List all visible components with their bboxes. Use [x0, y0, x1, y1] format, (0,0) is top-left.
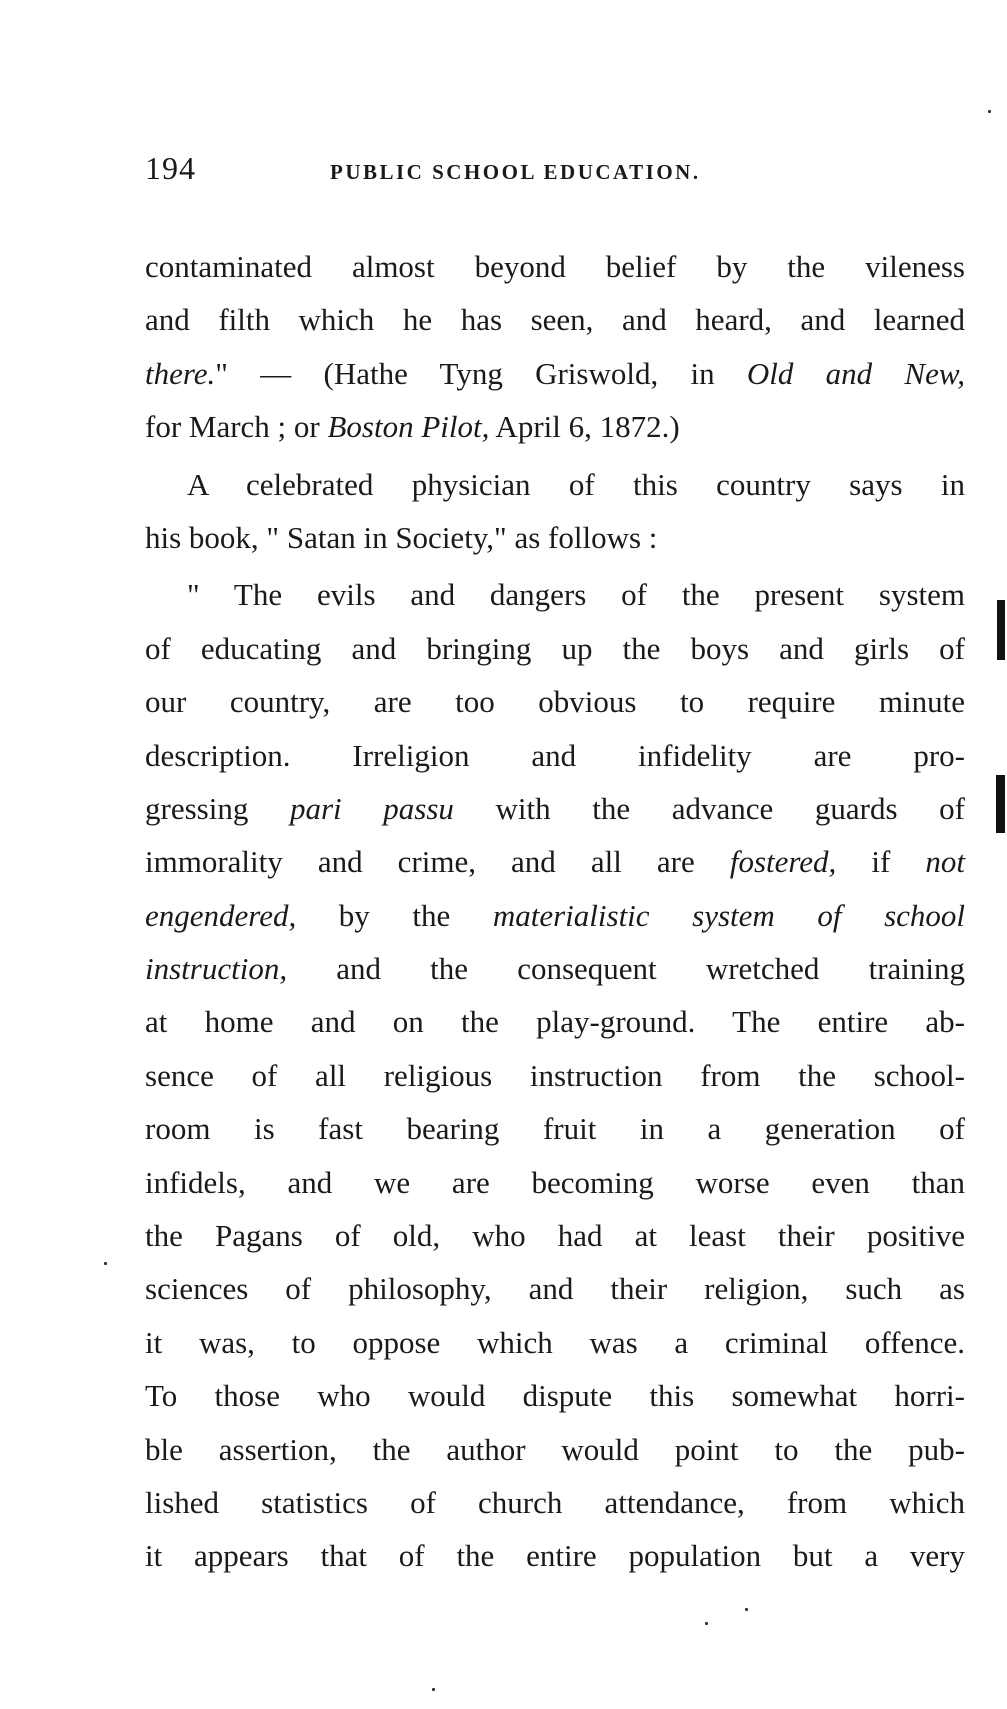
text-run: April 6, 1872.) [489, 409, 680, 445]
text-line: To those who would dispute this somewhat horri- [145, 1378, 965, 1414]
text-line: ble assertion, the author would point to the pub- [145, 1431, 965, 1467]
text-line [145, 835, 965, 888]
paragraph-1 [145, 240, 965, 454]
italic-text: fostered, [729, 844, 837, 880]
text-run: immorality and crime, and all are [145, 844, 730, 880]
page-number: 194 [145, 150, 196, 186]
scan-speck [988, 110, 991, 113]
italic-text: not [925, 844, 966, 880]
text-run: for March ; or [145, 409, 328, 445]
italic-text: pari passu [289, 790, 454, 826]
text-line: sciences of philosophy, and their religion, such as [145, 1271, 965, 1307]
text-line [145, 889, 965, 942]
text-line: it was, to oppose which was a criminal offence. [145, 1324, 965, 1360]
italic-text: materialistic system of school [492, 897, 966, 933]
italic-text: Old and New, [746, 355, 965, 391]
running-head: PUBLIC SCHOOL EDUCATION. [330, 160, 701, 184]
scan-speck [745, 1608, 748, 1611]
text-line: description. Irreligion and infidelity are pro- [145, 737, 965, 773]
text-line: his book, " Satan in Society," as follows : [145, 519, 658, 555]
text-run: if [836, 844, 926, 880]
scan-speck [432, 1688, 435, 1691]
text-run: gressing [145, 790, 290, 826]
text-line [145, 782, 965, 835]
text-line: and filth which he has seen, and heard, and learned [145, 302, 965, 338]
text-line: " The evils and dangers of the present system [187, 577, 965, 613]
scan-speck [104, 1262, 107, 1265]
text-line: of educating and bringing up the boys and girls of [145, 630, 965, 666]
margin-mark [996, 775, 1005, 833]
text-line: at home and on the play-ground. The entire ab- [145, 1004, 965, 1040]
paragraph-3 [145, 568, 965, 1582]
page-header [145, 150, 965, 200]
italic-text: there. [145, 355, 216, 391]
italic-text: engendered, [145, 897, 297, 933]
text-line: sence of all religious instruction from the school- [145, 1057, 965, 1093]
text-line: our country, are too obvious to require minute [145, 684, 965, 720]
text-line: lished statistics of church attendance, from which [145, 1484, 965, 1520]
margin-mark [997, 600, 1005, 660]
text-run: with the advance guards of [453, 790, 965, 826]
paragraph-2 [145, 458, 965, 565]
italic-text: Boston Pilot, [327, 409, 490, 445]
text-line: contaminated almost beyond belief by the vileness [145, 249, 965, 284]
text-line: the Pagans of old, who had at least their positive [145, 1218, 965, 1254]
italic-text: instruction, [145, 951, 288, 987]
text-run: " — (Hathe Tyng Griswold, in [215, 355, 747, 391]
text-run: by the [296, 897, 493, 933]
text-line: infidels, and we are becoming worse even than [145, 1164, 965, 1200]
text-line [145, 942, 965, 995]
text-line: room is fast bearing fruit in a generation of [145, 1111, 965, 1147]
text-line: A celebrated physician of this country says in [187, 466, 965, 502]
text-line [145, 400, 965, 453]
text-line [145, 347, 965, 400]
scan-speck [705, 1622, 708, 1625]
body-text [145, 240, 965, 1583]
text-run: and the consequent wretched training [287, 951, 965, 987]
text-line: it appears that of the entire population but a very [145, 1538, 965, 1574]
